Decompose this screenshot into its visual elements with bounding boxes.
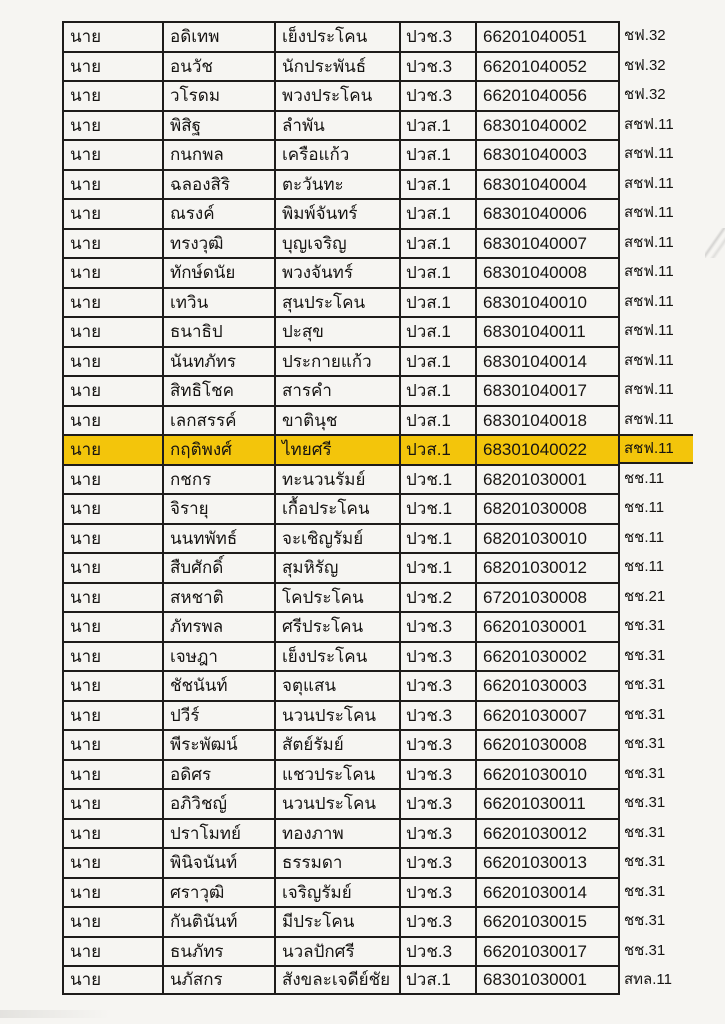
student-roster-table [62, 21, 693, 995]
cell-class-code: ชช.31 [624, 646, 666, 664]
cell-level: ปวส.1 [399, 316, 475, 346]
table-row [62, 198, 693, 228]
cell-last-name: เครือแก้ว [274, 139, 399, 169]
table-row [62, 110, 693, 140]
cell-level: ปวช.3 [399, 877, 475, 907]
cell-first-name: จิรายุ [162, 493, 274, 523]
cell-level: ปวส.1 [399, 434, 475, 464]
cell-class-code: ชช.31 [624, 705, 666, 723]
cell-last-name: ศรีประโคน [274, 611, 399, 641]
cell-last-name: นักประพันธ์ [274, 51, 399, 81]
cell-student-id: 68301040003 [475, 139, 620, 169]
cell-student-id: 66201030010 [475, 759, 620, 789]
cell-level: ปวส.1 [399, 228, 475, 258]
cell-first-name: กฤติพงศ์ [162, 434, 274, 464]
cell-student-id: 68301040002 [475, 110, 620, 140]
table-row [62, 818, 693, 848]
cell-level: ปวช.1 [399, 493, 475, 523]
cell-last-name: พวงจันทร์ [274, 257, 399, 287]
cell-student-id: 68201030010 [475, 523, 620, 553]
cell-student-id: 66201030013 [475, 847, 620, 877]
cell-first-name: ศราวุฒิ [162, 877, 274, 907]
cell-first-name: ปวีร์ [162, 700, 274, 730]
cell-last-name: ประกายแก้ว [274, 346, 399, 376]
cell-title: นาย [62, 257, 162, 287]
cell-level: ปวช.3 [399, 759, 475, 789]
scan-artifact [705, 228, 725, 258]
cell-class-code: ชช.11 [624, 528, 665, 546]
cell-level: ปวช.3 [399, 936, 475, 966]
cell-last-name: สัตย์รัมย์ [274, 729, 399, 759]
cell-class-code: สชฟ.11 [624, 292, 674, 310]
cell-first-name: กนกพล [162, 139, 274, 169]
cell-level: ปวช.3 [399, 641, 475, 671]
cell-level: ปวช.3 [399, 700, 475, 730]
cell-title: นาย [62, 464, 162, 494]
cell-class-code: สชฟ.11 [624, 381, 674, 399]
cell-last-name: แชวประโคน [274, 759, 399, 789]
cell-student-id: 68201030012 [475, 552, 620, 582]
table-row [62, 21, 693, 51]
cell-title: นาย [62, 316, 162, 346]
cell-first-name: สืบศักดิ์ [162, 552, 274, 582]
cell-first-name: ณรงค์ [162, 198, 274, 228]
cell-title: นาย [62, 80, 162, 110]
cell-level: ปวส.1 [399, 287, 475, 317]
cell-title: นาย [62, 169, 162, 199]
cell-level: ปวส.1 [399, 198, 475, 228]
cell-last-name: เย็งประโคน [274, 641, 399, 671]
cell-title: นาย [62, 375, 162, 405]
cell-first-name: กชกร [162, 464, 274, 494]
cell-last-name: นวนประโคน [274, 700, 399, 730]
cell-last-name: พวงประโคน [274, 80, 399, 110]
table-row [62, 906, 693, 936]
table-row [62, 582, 693, 612]
cell-last-name: โคประโคน [274, 582, 399, 612]
table-row [62, 139, 693, 169]
cell-last-name: ขาตินุช [274, 405, 399, 435]
table-row [62, 523, 693, 553]
cell-first-name: สิทธิโชค [162, 375, 274, 405]
cell-title: นาย [62, 906, 162, 936]
cell-title: นาย [62, 759, 162, 789]
cell-first-name: เทวิน [162, 287, 274, 317]
cell-student-id: 68301040017 [475, 375, 620, 405]
table-row-highlighted [62, 434, 693, 464]
cell-class-code: ชช.31 [624, 617, 666, 635]
cell-level: ปวส.1 [399, 405, 475, 435]
cell-first-name: ปราโมทย์ [162, 818, 274, 848]
cell-last-name: ทะนวนรัมย์ [274, 464, 399, 494]
cell-class-code: ชช.31 [624, 882, 666, 900]
cell-class-code: สชฟ.11 [624, 351, 674, 369]
cell-student-id: 66201040056 [475, 80, 620, 110]
cell-level: ปวช.2 [399, 582, 475, 612]
table-row [62, 346, 693, 376]
cell-level: ปวช.3 [399, 670, 475, 700]
cell-first-name: อภิวิชญ์ [162, 788, 274, 818]
cell-last-name: เย็งประโคน [274, 21, 399, 51]
cell-last-name: ลำพัน [274, 110, 399, 140]
table-row [62, 670, 693, 700]
cell-last-name: นวลปักศรี [274, 936, 399, 966]
cell-last-name: มีประโคน [274, 906, 399, 936]
cell-first-name: พินิจนันท์ [162, 847, 274, 877]
cell-student-id: 68301040007 [475, 228, 620, 258]
cell-class-code: ชช.31 [624, 912, 666, 930]
table-row [62, 375, 693, 405]
cell-first-name: อดิศร [162, 759, 274, 789]
cell-student-id: 68301040004 [475, 169, 620, 199]
cell-student-id: 68301040014 [475, 346, 620, 376]
cell-last-name: จตุแสน [274, 670, 399, 700]
table-row [62, 287, 693, 317]
cell-first-name: ฉลองสิริ [162, 169, 274, 199]
cell-student-id: 66201030012 [475, 818, 620, 848]
cell-level: ปวส.1 [399, 169, 475, 199]
table-row [62, 729, 693, 759]
cell-class-code: สชฟ.11 [624, 322, 674, 340]
table-row [62, 464, 693, 494]
table-row [62, 80, 693, 110]
cell-first-name: กันตินันท์ [162, 906, 274, 936]
cell-title: นาย [62, 228, 162, 258]
table-row [62, 847, 693, 877]
cell-title: นาย [62, 641, 162, 671]
cell-last-name: ทองภาพ [274, 818, 399, 848]
cell-first-name: เลกสรรค์ [162, 405, 274, 435]
cell-first-name: อดิเทพ [162, 21, 274, 51]
cell-level: ปวช.1 [399, 523, 475, 553]
table-row [62, 228, 693, 258]
cell-student-id: 66201030007 [475, 700, 620, 730]
cell-class-code: สชฟ.11 [624, 233, 674, 251]
cell-student-id: 66201030002 [475, 641, 620, 671]
cell-class-code: สชฟ.11 [620, 434, 693, 464]
cell-title: นาย [62, 936, 162, 966]
cell-title: นาย [62, 552, 162, 582]
cell-class-code: ชช.11 [624, 558, 665, 576]
cell-class-code: สชฟ.11 [624, 174, 674, 192]
cell-level: ปวช.3 [399, 906, 475, 936]
cell-title: นาย [62, 670, 162, 700]
cell-title: นาย [62, 405, 162, 435]
cell-student-id: 68301040011 [475, 316, 620, 346]
cell-title: นาย [62, 729, 162, 759]
cell-last-name: บุญเจริญ [274, 228, 399, 258]
cell-class-code: ชฟ.32 [624, 56, 666, 74]
cell-class-code: ชช.31 [624, 764, 666, 782]
cell-title: นาย [62, 21, 162, 51]
cell-title: นาย [62, 847, 162, 877]
cell-class-code: สชฟ.11 [624, 204, 674, 222]
cell-class-code: ชฟ.32 [624, 27, 666, 45]
cell-level: ปวส.1 [399, 139, 475, 169]
cell-last-name: ปะสุข [274, 316, 399, 346]
cell-title: นาย [62, 287, 162, 317]
cell-class-code: สชฟ.11 [624, 263, 674, 281]
cell-class-code: ชช.31 [624, 941, 666, 959]
cell-last-name: จะเชิญรัมย์ [274, 523, 399, 553]
cell-first-name: อนวัช [162, 51, 274, 81]
cell-first-name: ธนภัทร [162, 936, 274, 966]
cell-first-name: นันทภัทร [162, 346, 274, 376]
cell-title: นาย [62, 346, 162, 376]
cell-title: นาย [62, 51, 162, 81]
cell-student-id: 66201040051 [475, 21, 620, 51]
cell-student-id: 68301040008 [475, 257, 620, 287]
cell-level: ปวช.1 [399, 552, 475, 582]
cell-level: ปวส.1 [399, 257, 475, 287]
cell-student-id: 66201030015 [475, 906, 620, 936]
cell-level: ปวช.3 [399, 21, 475, 51]
cell-last-name: ไทยศรี [274, 434, 399, 464]
table-row [62, 700, 693, 730]
cell-level: ปวช.3 [399, 611, 475, 641]
cell-class-code: ชช.31 [624, 853, 666, 871]
cell-title: นาย [62, 582, 162, 612]
cell-student-id: 66201030011 [475, 788, 620, 818]
cell-class-code: สทล.11 [624, 971, 672, 989]
cell-level: ปวส.1 [399, 375, 475, 405]
cell-class-code: สชฟ.11 [624, 410, 674, 428]
cell-title: นาย [62, 139, 162, 169]
table-row [62, 51, 693, 81]
cell-title: นาย [62, 877, 162, 907]
cell-last-name: พิมพ์จันทร์ [274, 198, 399, 228]
cell-student-id: 66201030001 [475, 611, 620, 641]
table-row [62, 877, 693, 907]
cell-student-id: 68201030001 [475, 464, 620, 494]
cell-class-code: ชช.31 [624, 735, 666, 753]
cell-last-name: สังขละเจดีย์ชัย [274, 965, 399, 995]
cell-last-name: สุมหิรัญ [274, 552, 399, 582]
table-row [62, 759, 693, 789]
cell-student-id: 68301040006 [475, 198, 620, 228]
cell-level: ปวส.1 [399, 965, 475, 995]
cell-last-name: เจริญรัมย์ [274, 877, 399, 907]
table-row [62, 641, 693, 671]
cell-level: ปวช.1 [399, 464, 475, 494]
cell-class-code: ชช.31 [624, 676, 666, 694]
table-row [62, 965, 693, 995]
cell-level: ปวช.3 [399, 818, 475, 848]
cell-class-code: ชช.11 [624, 469, 665, 487]
cell-class-code: ชช.21 [624, 587, 666, 605]
cell-first-name: เจษฎา [162, 641, 274, 671]
cell-title: นาย [62, 523, 162, 553]
cell-class-code: ชฟ.32 [624, 86, 666, 104]
cell-last-name: เกื้อประโคน [274, 493, 399, 523]
scan-artifact [0, 1010, 110, 1018]
cell-level: ปวช.3 [399, 80, 475, 110]
table-row [62, 405, 693, 435]
cell-student-id: 66201040052 [475, 51, 620, 81]
cell-last-name: นวนประโคน [274, 788, 399, 818]
cell-class-code: ชช.11 [624, 499, 665, 517]
cell-first-name: วโรดม [162, 80, 274, 110]
cell-title: นาย [62, 110, 162, 140]
cell-last-name: สารคำ [274, 375, 399, 405]
cell-student-id: 68301030001 [475, 965, 620, 995]
cell-level: ปวส.1 [399, 110, 475, 140]
cell-first-name: นนทพัทธ์ [162, 523, 274, 553]
cell-first-name: ทรงวุฒิ [162, 228, 274, 258]
cell-student-id: 68301040010 [475, 287, 620, 317]
cell-title: นาย [62, 700, 162, 730]
cell-first-name: พีระพัฒน์ [162, 729, 274, 759]
cell-class-code: สชฟ.11 [624, 145, 674, 163]
cell-title: นาย [62, 611, 162, 641]
cell-level: ปวช.3 [399, 51, 475, 81]
cell-last-name: ธรรมดา [274, 847, 399, 877]
cell-title: นาย [62, 788, 162, 818]
cell-last-name: สุนประโคน [274, 287, 399, 317]
table-row [62, 316, 693, 346]
cell-first-name: ภัทรพล [162, 611, 274, 641]
cell-first-name: นภัสกร [162, 965, 274, 995]
cell-student-id: 67201030008 [475, 582, 620, 612]
cell-first-name: พิสิฐ [162, 110, 274, 140]
cell-class-code: สชฟ.11 [624, 115, 674, 133]
table-row [62, 552, 693, 582]
table-row [62, 493, 693, 523]
cell-student-id: 66201030008 [475, 729, 620, 759]
cell-level: ปวช.3 [399, 788, 475, 818]
cell-title: นาย [62, 493, 162, 523]
cell-student-id: 66201030003 [475, 670, 620, 700]
cell-level: ปวช.3 [399, 729, 475, 759]
cell-class-code: ชช.31 [624, 823, 666, 841]
table-row [62, 611, 693, 641]
table-row [62, 257, 693, 287]
cell-student-id: 66201030017 [475, 936, 620, 966]
cell-student-id: 68201030008 [475, 493, 620, 523]
cell-title: นาย [62, 818, 162, 848]
cell-title: นาย [62, 434, 162, 464]
cell-level: ปวช.3 [399, 847, 475, 877]
cell-first-name: ธนาธิป [162, 316, 274, 346]
cell-last-name: ตะวันทะ [274, 169, 399, 199]
cell-first-name: ทักษ์ดนัย [162, 257, 274, 287]
cell-class-code: ชช.31 [624, 794, 666, 812]
cell-first-name: สหชาติ [162, 582, 274, 612]
table-row [62, 936, 693, 966]
cell-student-id: 66201030014 [475, 877, 620, 907]
cell-first-name: ชัชนันท์ [162, 670, 274, 700]
cell-level: ปวส.1 [399, 346, 475, 376]
cell-title: นาย [62, 198, 162, 228]
cell-title: นาย [62, 965, 162, 995]
cell-student-id: 68301040022 [475, 434, 620, 464]
cell-student-id: 68301040018 [475, 405, 620, 435]
table-row [62, 788, 693, 818]
table-row [62, 169, 693, 199]
